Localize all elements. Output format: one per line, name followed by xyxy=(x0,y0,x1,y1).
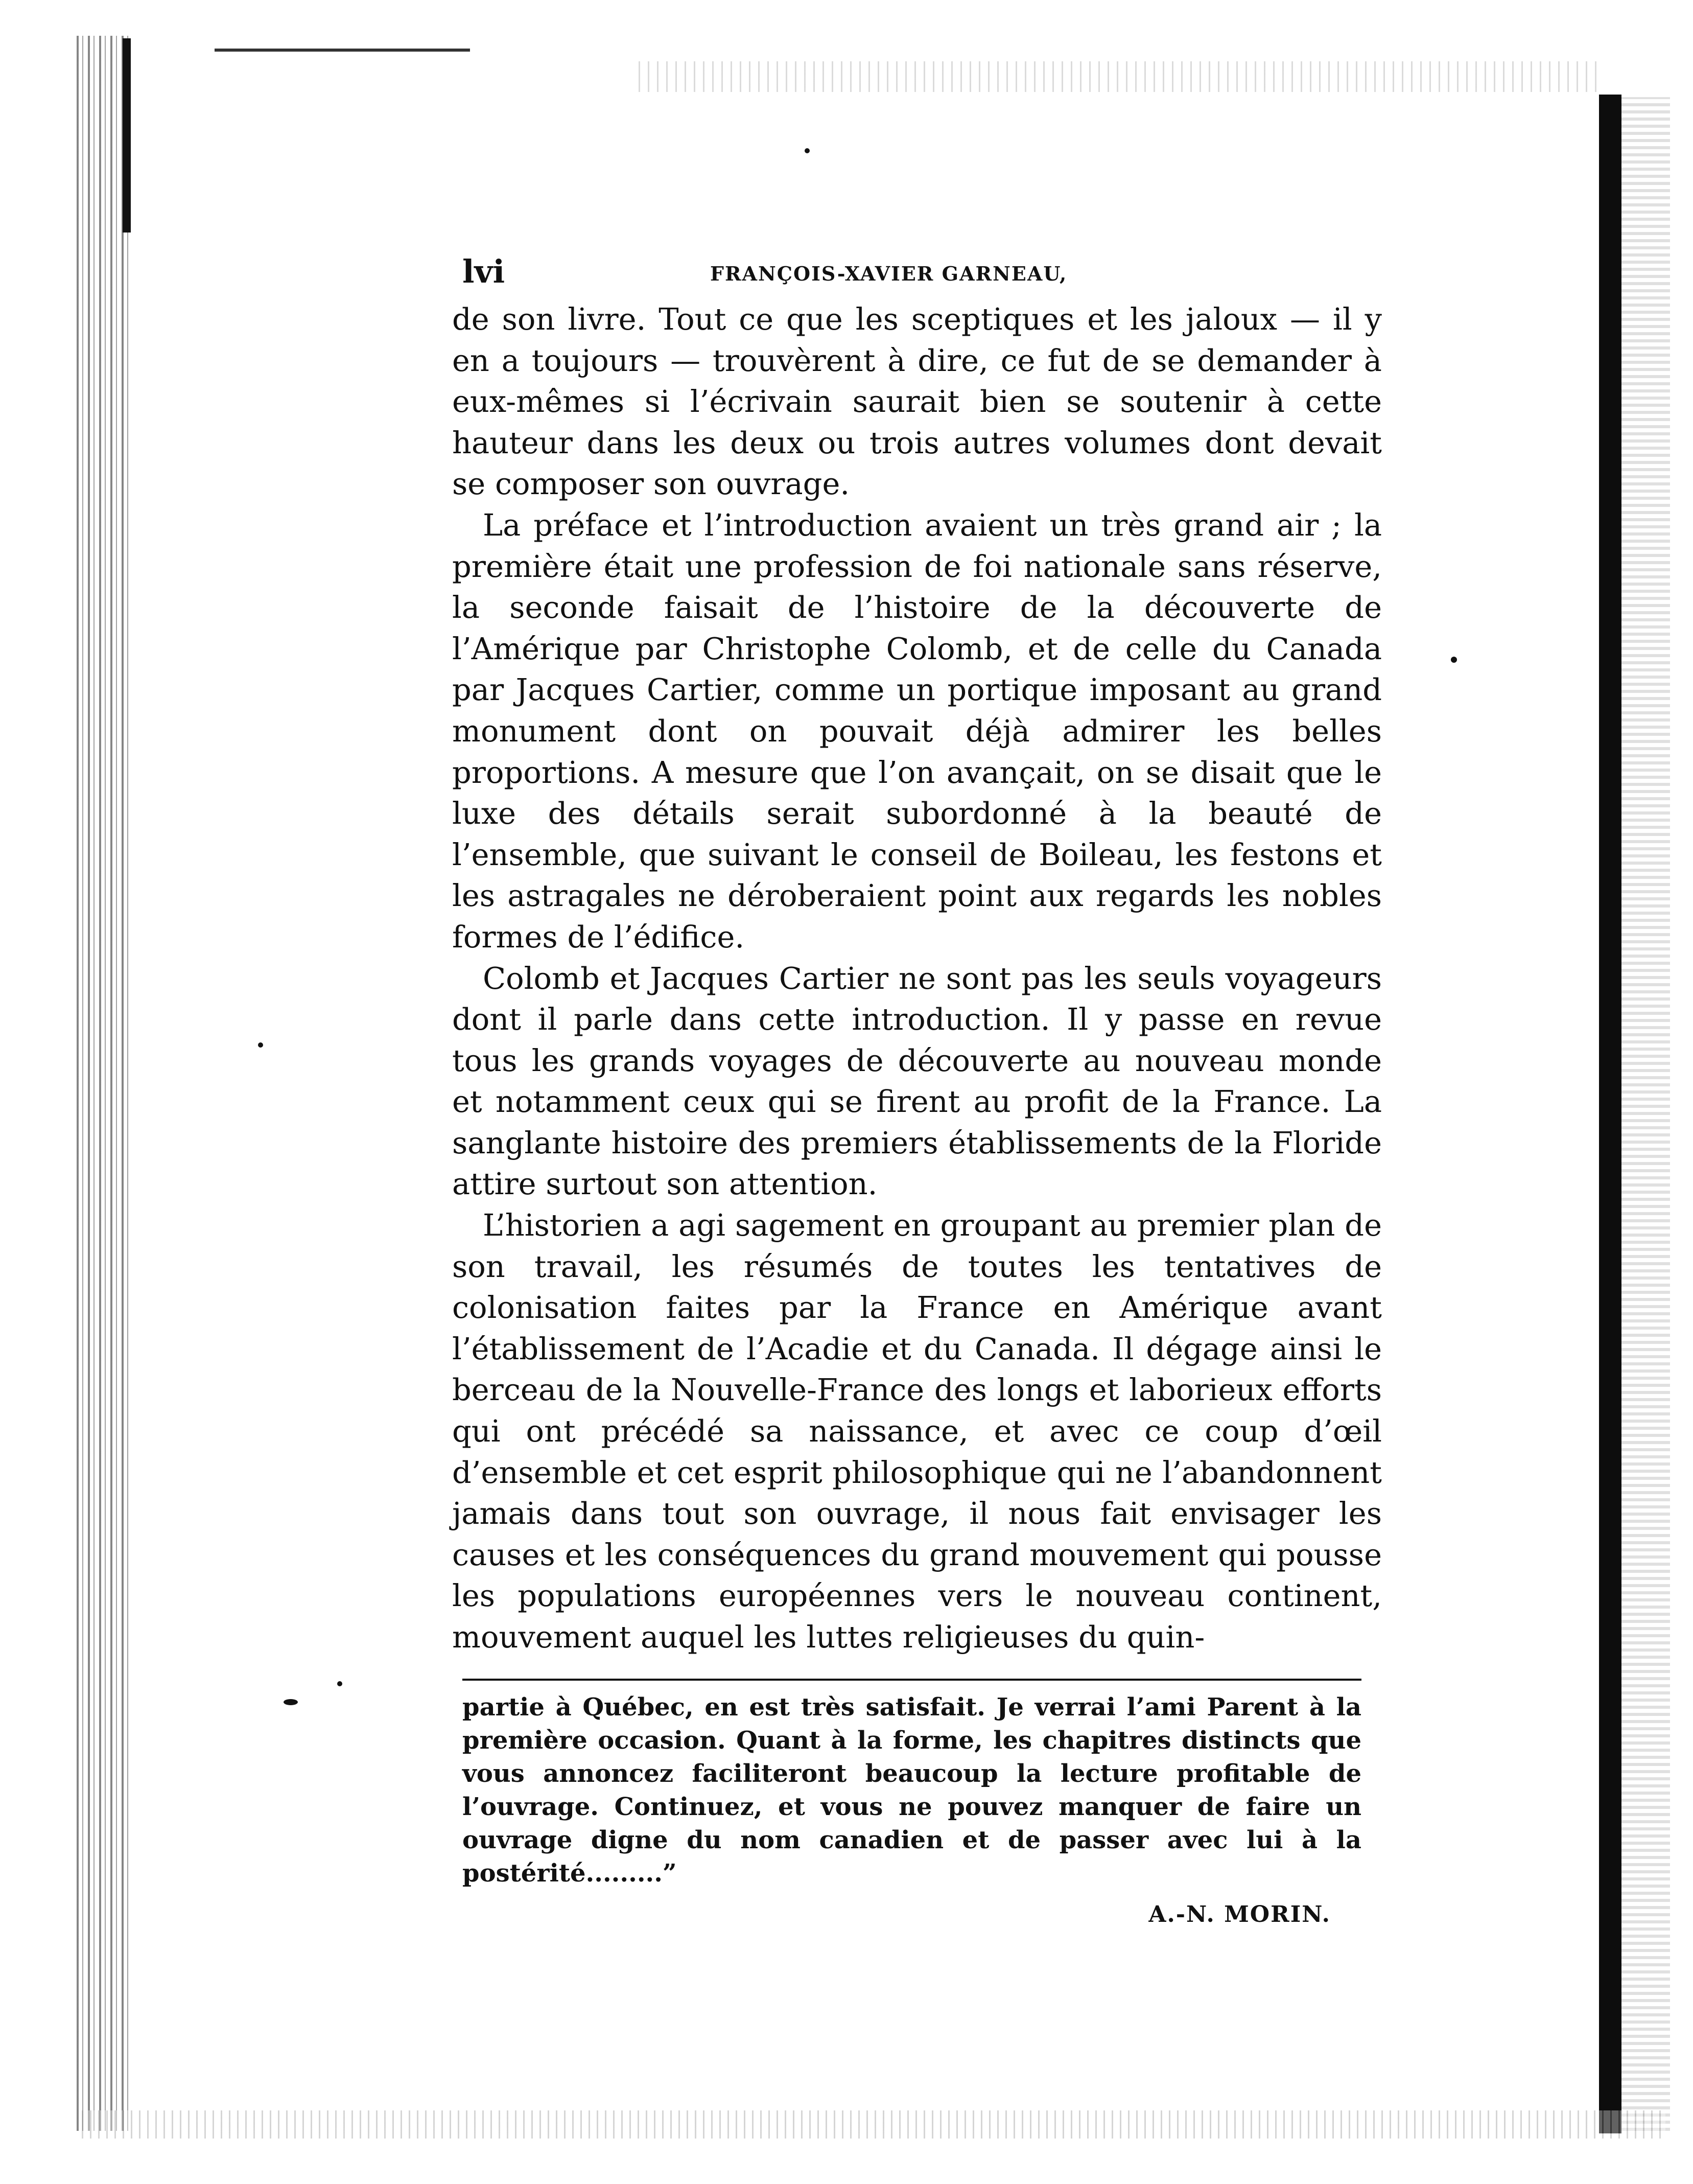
footnote-text: partie à Québec, en est très satisfait. Je verrai l’ami Parent à la première occasion. Quant à la forme, les chapitres distincts que vous annoncez faciliteront beaucoup la lecture profitable de l’ouvrage. Continuez, et vous ne pouvez manquer de faire un ouvrage digne du nom canadien et de passer avec lui à la postérité.........” xyxy=(462,1692,1361,1888)
scan-speck xyxy=(284,1699,298,1705)
scan-bottom-noise xyxy=(82,2110,1665,2139)
page-number: lvi xyxy=(462,253,505,290)
scan-top-rule xyxy=(215,49,470,52)
scan-speck xyxy=(805,148,810,153)
scan-speck xyxy=(258,1042,263,1048)
footnote-signature: A.-N. MORIN. xyxy=(1148,1901,1331,1927)
paragraph: de son livre. Tout ce que les sceptiques et les jaloux — il y en a toujours — trouvèrent à dire, ce fut de se demander à eux-mêmes si l’écrivain saurait bien se soutenir à cette hauteur dans les deux ou trois autres volumes dont devait se composer son ouvrage. xyxy=(452,301,1382,502)
footnote xyxy=(462,1691,1361,1931)
scan-speck xyxy=(337,1681,342,1686)
footnote-divider xyxy=(462,1679,1361,1681)
body-text xyxy=(452,299,1382,1658)
scan-top-noise xyxy=(639,61,1599,92)
running-head xyxy=(452,253,1382,289)
scan-left-edge xyxy=(77,36,133,2131)
running-title: FRANÇOIS-XAVIER GARNEAU, xyxy=(710,262,1068,285)
scan-right-shadow xyxy=(1621,97,1670,2131)
paragraph: Colomb et Jacques Cartier ne sont pas les seuls voyageurs dont il parle dans cette introduction. Il y passe en revue tous les grands voyages de découverte au nouveau monde et notamment ceux qui se firent au profit de la France. La sanglante histoire des premiers établissements de la Floride attire surtout son attention. xyxy=(452,960,1382,1202)
document-page xyxy=(452,253,1382,1931)
scan-speck xyxy=(1451,657,1457,663)
scan-left-edge-dark xyxy=(123,38,131,233)
paragraph: L’historien a agi sagement en groupant au premier plan de son travail, les résumés de toutes les tentatives de colonisation faites par la France en Amérique avant l’établissement de l’Acadie et du Canada. Il dégage ainsi le berceau de la Nouvelle-France des longs et laborieux efforts qui ont précédé sa naissance, et avec ce coup d’œil d’ensemble et cet esprit philosophique qui ne l’abandonnent jamais dans tout son ouvrage, il nous fait envisager les causes et les conséquences du grand mouvement qui pousse les populations européennes vers le nouveau continent, mouvement auquel les luttes religieuses du quin- xyxy=(452,1207,1382,1655)
scan-right-bar xyxy=(1599,95,1621,2133)
paragraph: La préface et l’introduction avaient un très grand air ; la première était une profession de foi nationale sans réserve, la seconde faisait de l’histoire de la découverte de l’Amérique par Christophe Colomb, et de celle du Canada par Jacques Cartier, comme un portique imposant au grand monument dont on pouvait déjà admirer les belles proportions. A mesure que l’on avançait, on se disait que le luxe des détails serait subordonné à la beauté de l’ensemble, que suivant le conseil de Boileau, les festons et les astragales ne déroberaient point aux regards les nobles formes de l’édifice. xyxy=(452,507,1382,955)
